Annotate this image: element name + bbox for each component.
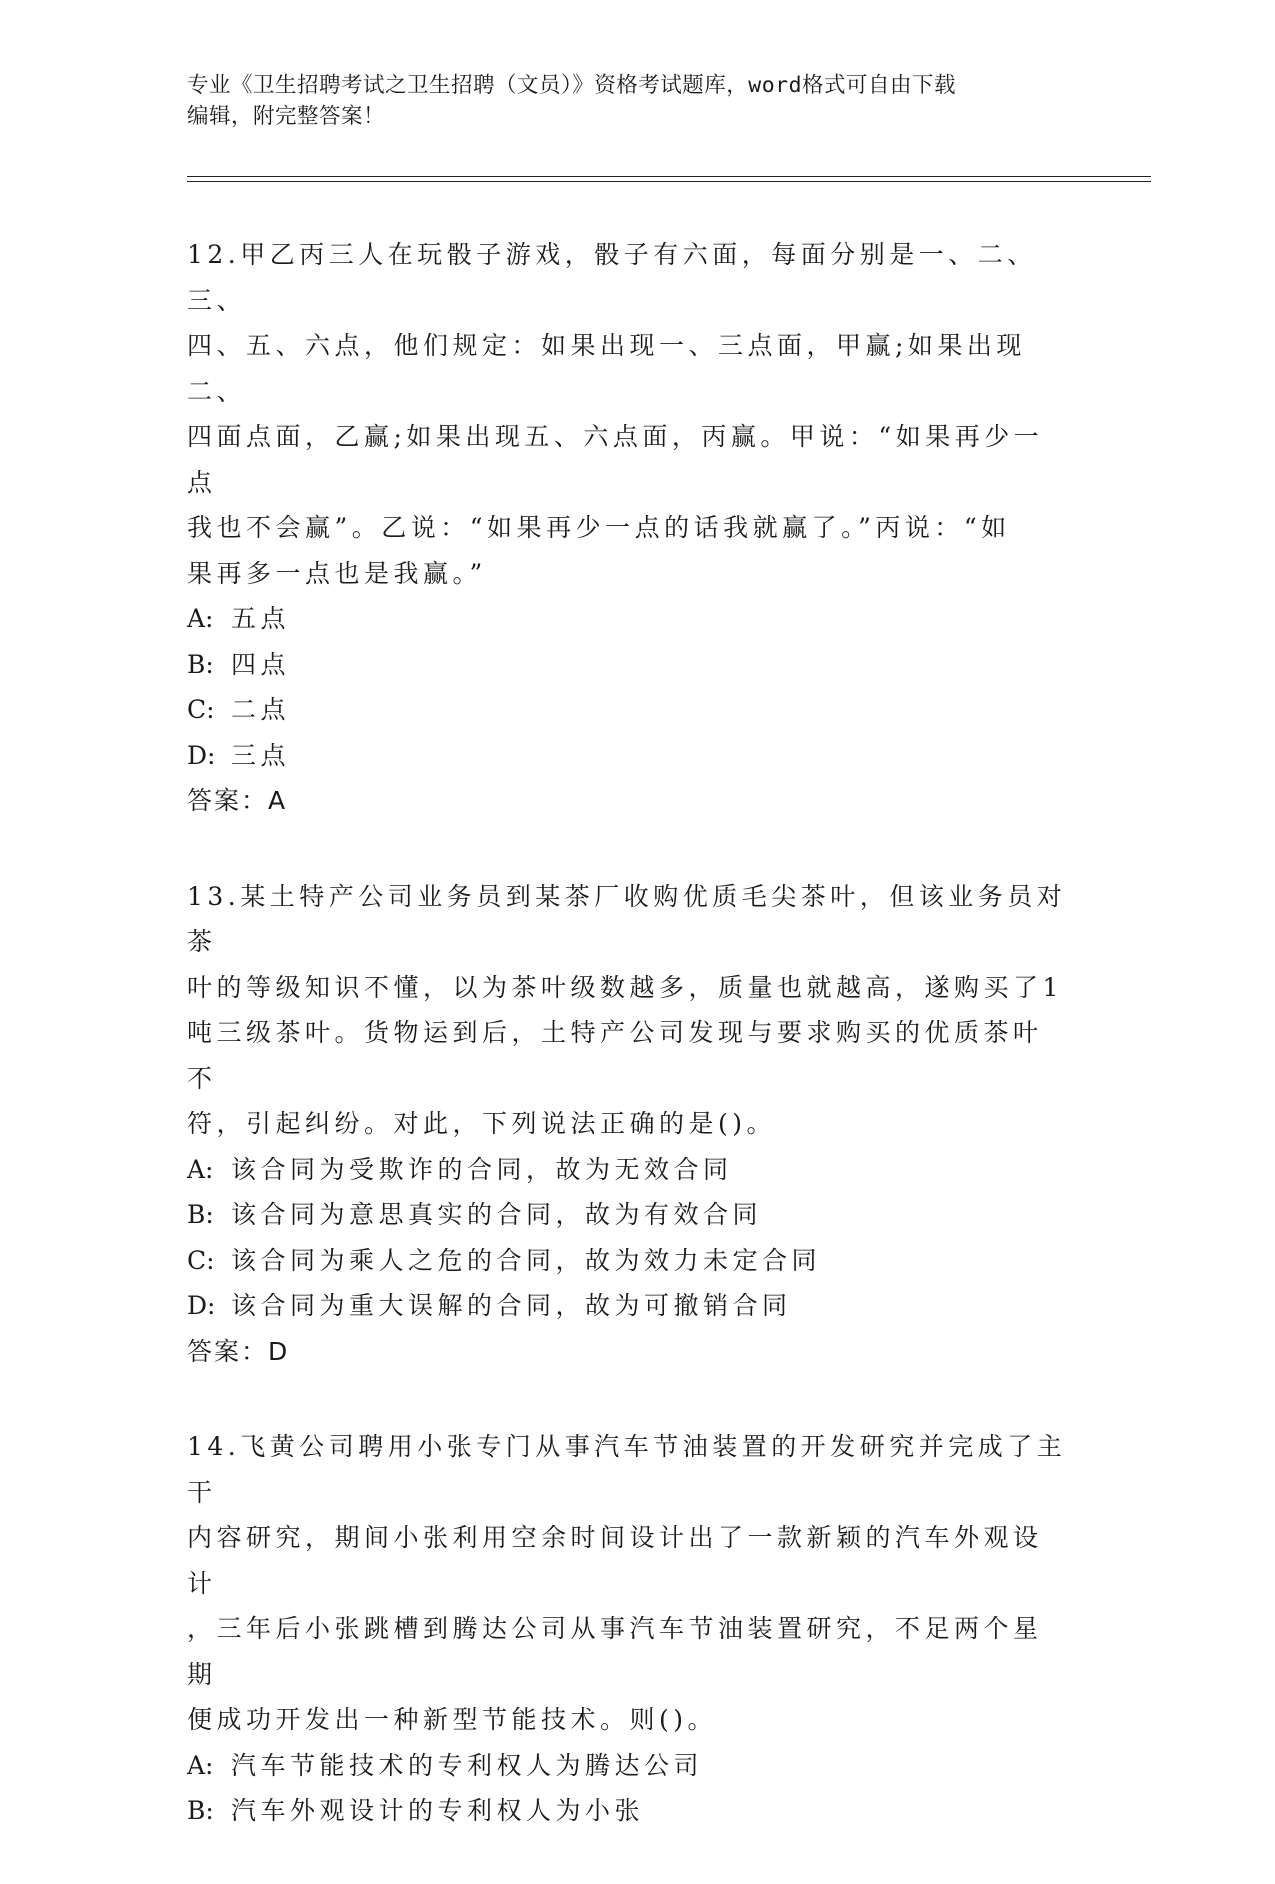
question-13 [187,874,1067,1375]
option-text: 汽车节能技术的专利权人为腾达公司 [231,1750,704,1780]
option-text: 五点 [231,604,291,633]
question-stem-line: 四面点面，乙赢;如果出现五、六点面，丙赢。甲说：“如果再少一点 [187,422,1044,497]
option-key: A: [187,1750,214,1780]
option-text: 该合同为意思真实的合同，故为有效合同 [231,1200,763,1229]
document-header [187,70,1067,132]
question-stem-line: 叶的等级知识不懂，以为茶叶级数越多，质量也就越高，遂购买了1 [187,972,1063,1002]
question-12 [187,232,1067,824]
option-text: 三点 [231,740,291,770]
option-a [187,596,1067,642]
option-key: D: [187,1291,216,1320]
answer-line: 答案：D [187,1336,290,1366]
question-stem-line: 12.甲乙丙三人在玩骰子游戏，骰子有六面，每面分别是一、二、三、 [187,240,1037,315]
question-stem-line: 便成功开发出一种新型节能技术。则()。 [187,1705,718,1734]
option-b [187,1192,1067,1238]
option-d [187,733,1067,779]
answer-line: 答案：A [187,786,288,815]
option-text: 汽车外观设计的专利权人为小张 [231,1796,645,1825]
option-key: B: [187,1200,214,1229]
question-list [187,232,1067,1884]
option-c [187,1238,1067,1284]
question-stem-line: ，三年后小张跳槽到腾达公司从事汽车节油装置研究，不足两个星期 [187,1614,1043,1689]
option-key: B: [187,1796,214,1825]
option-a [187,1147,1067,1193]
option-d [187,1283,1067,1329]
header-divider-bottom [187,181,1151,182]
option-key: C: [187,1245,215,1275]
option-key: D: [187,740,216,770]
question-stem-line: 符，引起纠纷。对此，下列说法正确的是()。 [187,1109,777,1138]
option-text: 该合同为重大误解的合同，故为可撤销合同 [231,1291,792,1320]
option-c [187,687,1067,733]
option-key: C: [187,695,215,724]
header-line-2: 编辑，附完整答案！ [187,104,386,129]
question-stem-line: 13.某土特产公司业务员到某茶厂收购优质毛尖茶叶，但该业务员对茶 [187,881,1067,956]
header-divider-top [187,176,1151,177]
option-text: 二点 [231,695,291,724]
option-b [187,642,1067,688]
header-line-1: 专业《卫生招聘考试之卫生招聘（文员）》资格考试题库，word格式可自由下载 [187,73,957,98]
option-b [187,1788,1067,1834]
question-stem-line: 吨三级茶叶。货物运到后，土特产公司发现与要求购买的优质茶叶不 [187,1018,1043,1093]
option-text: 该合同为乘人之危的合同，故为效力未定合同 [231,1245,822,1275]
question-14 [187,1424,1067,1834]
option-key: A: [187,604,214,633]
question-stem-line: 内容研究，期间小张利用空余时间设计出了一款新颖的汽车外观设计 [187,1523,1043,1598]
option-key: A: [187,1154,214,1184]
question-stem-line: 我也不会赢”。乙说：“如果再少一点的话我就赢了。”丙说：“如 [187,513,1011,542]
question-stem-line: 四、五、六点，他们规定：如果出现一、三点面，甲赢;如果出现二、 [187,331,1026,406]
question-stem-line: 果再多一点也是我赢。” [187,558,487,588]
option-text: 四点 [231,649,291,679]
question-stem-line: 14.飞黄公司聘用小张专门从事汽车节油装置的开发研究并完成了主干 [187,1432,1067,1507]
option-text: 该合同为受欺诈的合同，故为无效合同 [231,1154,733,1184]
option-key: B: [187,649,214,679]
option-a [187,1743,1067,1789]
